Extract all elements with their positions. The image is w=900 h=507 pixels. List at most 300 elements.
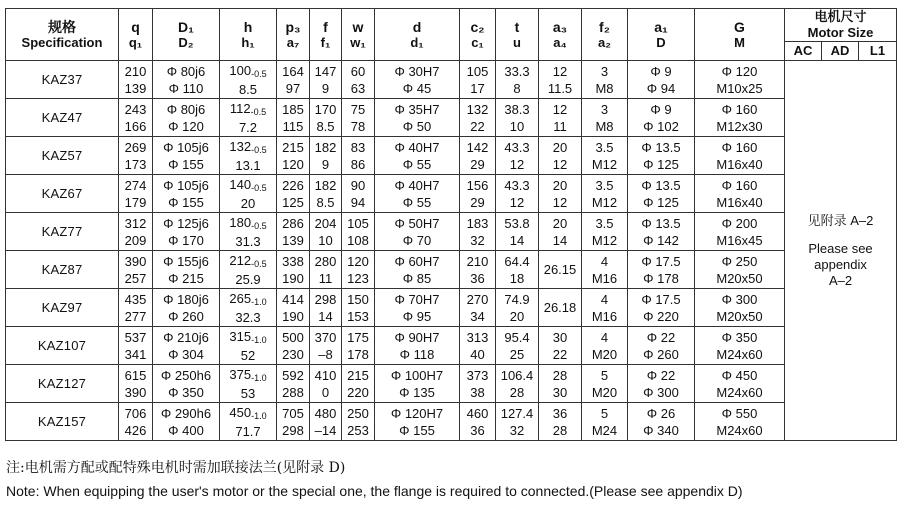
cell-a3	[539, 175, 582, 213]
value-upper: 75	[350, 101, 366, 117]
cell-c	[460, 327, 496, 365]
cell-d	[153, 213, 220, 251]
cell-t	[496, 175, 539, 213]
cell-a1	[628, 365, 695, 403]
value-upper: Φ 40H7	[394, 139, 440, 155]
value-lower: M16x45	[716, 232, 763, 248]
value-lower: 426	[124, 422, 147, 438]
cell-q	[119, 175, 153, 213]
cell-p	[277, 327, 310, 365]
table-row	[6, 175, 897, 213]
value-upper: 95.4	[504, 329, 530, 345]
value-lower: Φ 340	[643, 422, 679, 438]
value-upper: 4	[600, 329, 609, 345]
value-lower: 8.5	[316, 194, 335, 210]
value-upper: 537	[124, 329, 147, 345]
cell-c	[460, 251, 496, 289]
cell-a1	[628, 175, 695, 213]
value-upper: Φ 40H7	[394, 177, 440, 193]
value-lower: M24	[591, 422, 618, 438]
value-lower: 30	[552, 384, 568, 400]
value-lower: 341	[124, 346, 147, 362]
column-header-10	[539, 9, 582, 61]
value-lower: Φ 70	[402, 232, 432, 248]
value-upper: 313	[466, 329, 489, 345]
value-upper: 373	[466, 367, 489, 383]
value-lower: 18	[509, 270, 525, 286]
value-upper: Φ 160	[721, 101, 758, 117]
value-upper: 298	[314, 291, 337, 307]
header-line-2: w₁	[350, 34, 366, 50]
value-lower: 166	[124, 118, 147, 134]
value-upper	[220, 176, 276, 195]
value-upper: Φ 160	[721, 177, 758, 193]
table-row	[6, 365, 897, 403]
cell-f	[310, 137, 342, 175]
column-header-9	[496, 9, 539, 61]
header-line-1: q	[131, 18, 140, 35]
cell-h	[220, 327, 277, 365]
value-lower: Φ 260	[168, 308, 204, 324]
value-upper: Φ 9	[650, 63, 672, 79]
column-header-1	[119, 9, 153, 61]
cell-p	[277, 137, 310, 175]
cell-p	[277, 99, 310, 137]
value-lower: 288	[282, 384, 304, 400]
cell-f	[310, 99, 342, 137]
motor-note-en-3: A–2	[828, 272, 853, 288]
header-line-1: a₃	[552, 18, 568, 35]
value-upper: 3.5	[595, 139, 614, 155]
value-lower: 190	[282, 270, 304, 286]
value-upper: 38.3	[504, 101, 530, 117]
value-lower: 115	[282, 118, 304, 134]
column-header-0	[6, 9, 119, 61]
value-upper: 243	[124, 101, 147, 117]
cell-w	[342, 327, 375, 365]
value-lower: 12	[552, 156, 568, 172]
cell-a1	[628, 99, 695, 137]
column-header-5	[310, 9, 342, 61]
cell-h	[220, 99, 277, 137]
cell-w	[342, 403, 375, 441]
value-lower: Φ 110	[168, 80, 204, 96]
cell-d	[153, 365, 220, 403]
value-lower: 190	[282, 308, 304, 324]
motor-size-note	[785, 61, 897, 441]
value-lower: M20x50	[716, 308, 763, 324]
cell-g	[695, 403, 785, 441]
value-upper: 480	[314, 405, 337, 421]
cell-d	[375, 99, 460, 137]
value-lower: Φ 260	[643, 346, 679, 362]
model-cell: KAZ57	[6, 137, 119, 175]
value-upper: 105	[347, 215, 369, 231]
value-upper: Φ 9	[650, 101, 672, 117]
value-upper: 4	[600, 253, 609, 269]
value-lower: 29	[470, 156, 485, 172]
cell-d	[375, 403, 460, 441]
value-lower: Φ 178	[643, 270, 679, 286]
cell-w	[342, 175, 375, 213]
value-upper: Φ 22	[646, 367, 676, 383]
note-english: Note: When equipping the user's motor or the special one, the flange is required to connected.(Please see appendix D)	[6, 483, 743, 499]
value-upper	[220, 328, 276, 347]
value-lower: M16x40	[716, 156, 763, 172]
cell-a3	[539, 99, 582, 137]
value-upper: Φ 80j6	[166, 101, 206, 117]
value-lower: 28	[552, 422, 568, 438]
value-upper: 215	[282, 139, 304, 155]
cell-a3	[539, 289, 582, 327]
header-line-2: M	[734, 34, 745, 50]
table-row	[6, 251, 897, 289]
value-upper: 5	[600, 405, 609, 421]
column-header-4	[277, 9, 310, 61]
value-lower: 11	[318, 270, 333, 286]
value-lower: 277	[124, 308, 147, 324]
value-lower: 11.5	[547, 80, 573, 96]
cell-p	[277, 365, 310, 403]
cell-q	[119, 251, 153, 289]
value-lower: 14	[509, 232, 525, 248]
value-lower: Φ 102	[643, 118, 679, 134]
value-lower: 20	[240, 195, 256, 211]
value-lower: 32	[509, 422, 525, 438]
header-line-2: u	[513, 34, 521, 50]
cell-a3	[539, 137, 582, 175]
value-lower: 34	[470, 308, 485, 324]
value-lower: Φ 155	[399, 422, 435, 438]
cell-t	[496, 289, 539, 327]
value-lower: 153	[347, 308, 369, 324]
value-lower: 20	[509, 308, 525, 324]
column-header-7	[375, 9, 460, 61]
column-header-3	[220, 9, 277, 61]
cell-w	[342, 365, 375, 403]
model-cell: KAZ87	[6, 251, 119, 289]
value-upper: 106.4	[500, 367, 534, 383]
value-upper: 4	[600, 291, 609, 307]
cell-f	[310, 251, 342, 289]
cell-t	[496, 403, 539, 441]
value-upper: 274	[124, 177, 147, 193]
value-lower: M20	[591, 384, 618, 400]
value-upper: 3.5	[595, 177, 614, 193]
value-lower: 230	[282, 346, 304, 362]
cell-h	[220, 213, 277, 251]
header-line-1: G	[734, 18, 745, 35]
value-lower: 12	[509, 156, 525, 172]
value-lower: 38	[470, 384, 485, 400]
value-lower: 22	[552, 346, 568, 362]
cell-a3	[539, 251, 582, 289]
value-upper: Φ 90H7	[394, 329, 440, 345]
cell-a3	[539, 61, 582, 99]
header-line-1: w	[352, 18, 364, 35]
value-lower: 108	[347, 232, 369, 248]
cell-a3	[539, 403, 582, 441]
value-upper: 210	[466, 253, 489, 269]
model-cell: KAZ127	[6, 365, 119, 403]
cell-p	[277, 403, 310, 441]
cell-d	[153, 137, 220, 175]
tolerance: -1.0	[251, 334, 267, 345]
value-upper: Φ 300	[721, 291, 758, 307]
value-lower: 173	[124, 156, 147, 172]
value-lower: M10x25	[716, 80, 763, 96]
value-upper	[220, 138, 276, 157]
table-row	[6, 289, 897, 327]
cell-d	[375, 175, 460, 213]
value-upper: Φ 155j6	[163, 253, 209, 269]
value-lower: 9	[321, 156, 330, 172]
value-upper	[220, 252, 276, 271]
value-lower: 78	[350, 118, 366, 134]
value-upper: Φ 13.5	[641, 139, 681, 155]
cell-d	[375, 137, 460, 175]
cell-h	[220, 251, 277, 289]
value-upper: 286	[282, 215, 304, 231]
column-header-2	[153, 9, 220, 61]
motor-note-cn: 见附录 A–2	[807, 212, 874, 228]
value-lower: Φ 142	[643, 232, 679, 248]
column-header-11	[582, 9, 628, 61]
value-upper: 270	[466, 291, 489, 307]
value-lower: Φ 95	[402, 308, 432, 324]
value-upper: Φ 105j6	[163, 177, 209, 193]
value-lower: 298	[282, 422, 304, 438]
cell-q	[119, 289, 153, 327]
value-lower: Φ 55	[402, 156, 432, 172]
header-line-1: 规格	[48, 18, 76, 35]
value-main: 375	[229, 366, 252, 382]
note-chinese: 注:电机需方配或配特殊电机时需加联接法兰(见附录 D)	[6, 460, 346, 476]
value-upper: 226	[282, 177, 304, 193]
cell-g	[695, 289, 785, 327]
header-line-1: h	[243, 18, 253, 35]
value-upper: 182	[314, 177, 337, 193]
value-lower: 179	[124, 194, 147, 210]
value-lower: Φ 350	[168, 384, 204, 400]
cell-d	[153, 327, 220, 365]
value-lower: Φ 304	[168, 346, 204, 362]
cell-p	[277, 61, 310, 99]
value-upper: 60	[350, 63, 366, 79]
value-lower: Φ 120	[168, 118, 204, 134]
value-lower: 63	[350, 80, 366, 96]
value-upper: 706	[124, 405, 147, 421]
value-lower: 32.3	[235, 309, 261, 325]
table-row	[6, 213, 897, 251]
value: 26.18	[543, 299, 577, 315]
header-line-2: d₁	[410, 34, 424, 50]
column-header-8	[460, 9, 496, 61]
tolerance: -1.0	[251, 410, 267, 421]
value-lower: M8	[595, 80, 614, 96]
value-upper: 142	[466, 139, 489, 155]
motor-note-en-2: appendix	[814, 256, 867, 272]
value-upper: 150	[347, 291, 369, 307]
cell-t	[496, 99, 539, 137]
value-upper: 90	[350, 177, 366, 193]
value-lower: Φ 45	[402, 80, 432, 96]
cell-d	[153, 403, 220, 441]
motor-size-en: Motor Size	[807, 25, 874, 40]
tolerance: -1.0	[251, 372, 267, 383]
header-line-2: D	[656, 34, 666, 50]
value-upper: 250	[347, 405, 369, 421]
cell-c	[460, 365, 496, 403]
value-main: 112	[229, 100, 251, 116]
value-lower: 13.1	[235, 157, 261, 173]
cell-f2	[582, 137, 628, 175]
cell-h	[220, 365, 277, 403]
cell-g	[695, 327, 785, 365]
value-lower: 71.7	[235, 423, 261, 439]
value-lower: 36	[470, 422, 485, 438]
value-main: 265	[229, 290, 252, 306]
value-lower: 97	[285, 80, 301, 96]
tolerance: -0.5	[251, 68, 267, 79]
value-main: 180	[229, 214, 252, 230]
value-upper: 30	[552, 329, 568, 345]
value-upper	[220, 214, 276, 233]
header-line-2: a₇	[286, 34, 300, 50]
value-upper: Φ 35H7	[394, 101, 440, 117]
value-upper: 500	[282, 329, 304, 345]
value-main: 450	[229, 404, 252, 420]
value-lower: M8	[595, 118, 614, 134]
motor-sub-header-l1: L1	[859, 42, 897, 61]
value-lower: Φ 50	[402, 118, 432, 134]
value-upper: 20	[552, 139, 568, 155]
cell-h	[220, 289, 277, 327]
motor-sub-header-ac: AC	[785, 42, 822, 61]
cell-f2	[582, 327, 628, 365]
value-upper: 215	[347, 367, 369, 383]
value-lower: M12	[591, 156, 618, 172]
header-line-2: f₁	[320, 34, 331, 50]
value-upper: 36	[552, 405, 568, 421]
value-lower: M20x50	[716, 270, 763, 286]
cell-f	[310, 327, 342, 365]
cell-f	[310, 213, 342, 251]
header-line-2: Specification	[21, 34, 103, 50]
value-upper: 83	[350, 139, 366, 155]
value-upper: Φ 160	[721, 139, 758, 155]
tolerance: -1.0	[251, 296, 267, 307]
tolerance: -0.5	[251, 220, 267, 231]
value-lower: 32	[470, 232, 485, 248]
value-upper: 175	[347, 329, 369, 345]
cell-g	[695, 365, 785, 403]
value-lower: 52	[240, 347, 256, 363]
cell-d	[153, 289, 220, 327]
cell-c	[460, 61, 496, 99]
cell-d	[375, 251, 460, 289]
specification-table	[5, 8, 897, 441]
cell-a3	[539, 365, 582, 403]
cell-d	[375, 289, 460, 327]
cell-t	[496, 251, 539, 289]
cell-w	[342, 99, 375, 137]
cell-h	[220, 61, 277, 99]
cell-f	[310, 403, 342, 441]
table-row	[6, 99, 897, 137]
model-cell: KAZ67	[6, 175, 119, 213]
header-line-2: a₂	[597, 34, 611, 50]
value-upper: Φ 180j6	[163, 291, 209, 307]
value-upper: Φ 120H7	[390, 405, 444, 421]
cell-f	[310, 61, 342, 99]
value-upper: 147	[314, 63, 337, 79]
value-upper: 3.5	[595, 215, 614, 231]
value-lower: Φ 300	[643, 384, 679, 400]
value-upper: 460	[466, 405, 489, 421]
cell-f2	[582, 403, 628, 441]
value-upper: Φ 250	[721, 253, 758, 269]
header-line-2: a₄	[553, 34, 567, 50]
cell-w	[342, 61, 375, 99]
value-upper: Φ 105j6	[163, 139, 209, 155]
value-lower: 40	[470, 346, 485, 362]
value-upper: 312	[124, 215, 147, 231]
model-cell: KAZ77	[6, 213, 119, 251]
value-lower: 209	[124, 232, 147, 248]
column-header-13	[695, 9, 785, 61]
table-row	[6, 403, 897, 441]
cell-h	[220, 137, 277, 175]
cell-d	[153, 175, 220, 213]
value-upper: Φ 450	[721, 367, 758, 383]
cell-q	[119, 61, 153, 99]
value-lower: 14	[552, 232, 568, 248]
value-lower: 8.5	[316, 118, 335, 134]
value-main: 100	[229, 62, 252, 78]
value-lower: 25.9	[235, 271, 261, 287]
value-upper	[220, 290, 276, 309]
value-lower: 8	[513, 80, 521, 96]
value-upper: Φ 350	[721, 329, 758, 345]
motor-size-header	[785, 9, 897, 42]
value-upper: Φ 26	[646, 405, 676, 421]
cell-d	[153, 61, 220, 99]
cell-q	[119, 327, 153, 365]
value-main: 140	[229, 176, 252, 192]
cell-w	[342, 137, 375, 175]
header-line-1: f₂	[599, 18, 610, 35]
value-upper: 28	[552, 367, 568, 383]
value-lower: 257	[124, 270, 147, 286]
tolerance: -0.5	[251, 182, 267, 193]
value-upper: Φ 17.5	[641, 253, 681, 269]
table-row	[6, 327, 897, 365]
value-upper	[220, 62, 276, 81]
cell-f	[310, 289, 342, 327]
value-lower: Φ 215	[168, 270, 204, 286]
cell-d	[375, 365, 460, 403]
value-upper: 105	[466, 63, 489, 79]
cell-q	[119, 99, 153, 137]
value-lower: M24x60	[716, 422, 763, 438]
value-lower: Φ 135	[399, 384, 435, 400]
value-upper	[220, 404, 276, 423]
table-header	[6, 9, 897, 61]
value-lower: Φ 155	[168, 156, 204, 172]
value-lower: 0	[321, 384, 330, 400]
value-upper: Φ 550	[721, 405, 758, 421]
